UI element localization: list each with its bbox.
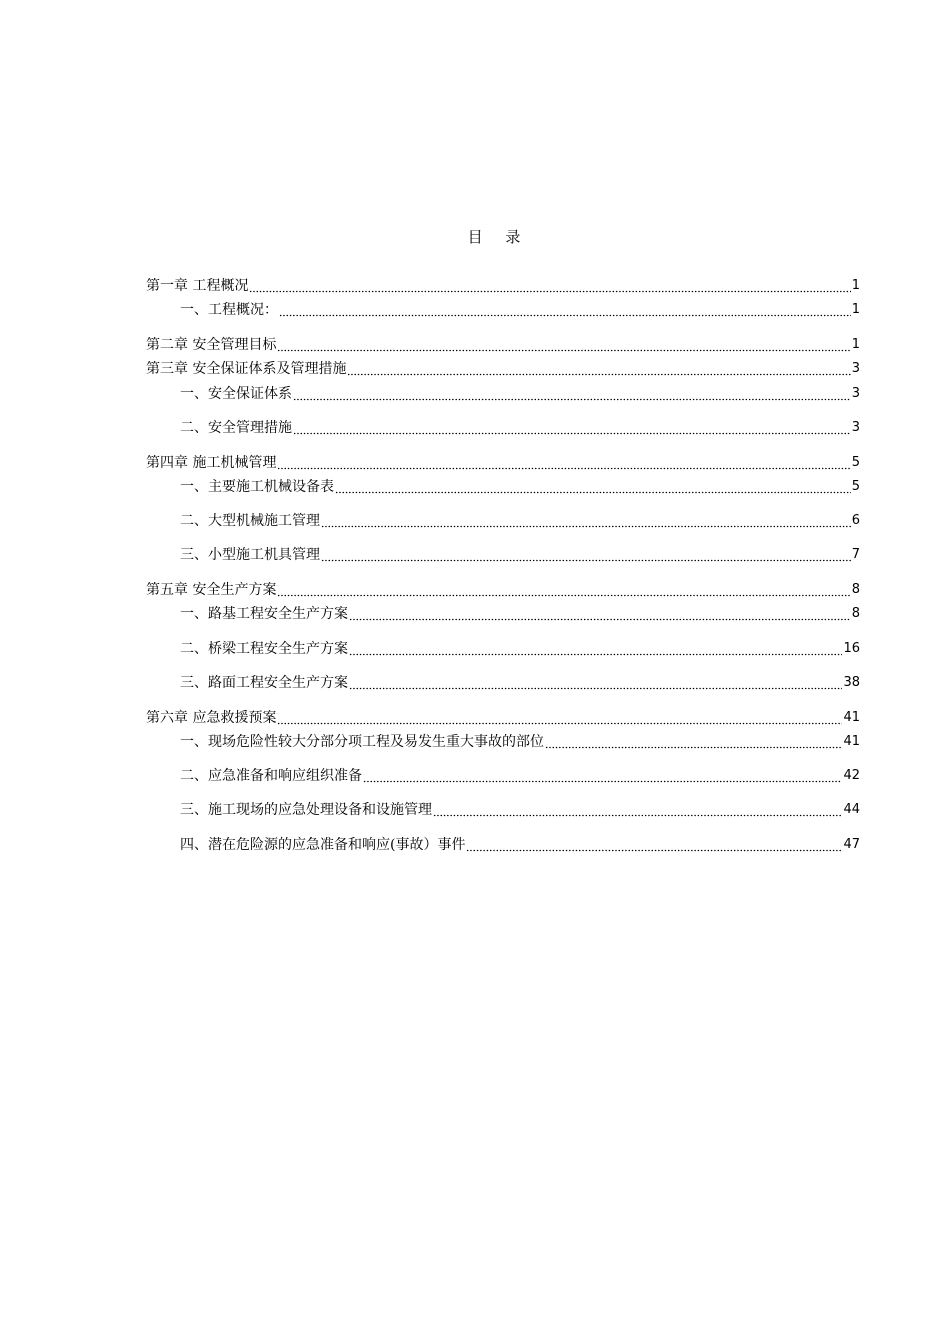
- toc-entry-section[interactable]: [180, 673, 860, 693]
- toc-entry-text: 二、大型机械施工管理: [180, 513, 320, 529]
- toc-entry-chapter-2[interactable]: [146, 335, 860, 355]
- toc-page-number: 42: [843, 768, 860, 783]
- toc-entry-text: 四、潜在危险源的应急准备和响应(事故）事件: [180, 837, 466, 853]
- toc-leader-dots: [277, 335, 850, 355]
- toc-leader-dots: [363, 766, 842, 786]
- toc-entry-text: 第一章 工程概况: [146, 278, 249, 294]
- toc-entry-text: 一、主要施工机械设备表: [180, 479, 334, 495]
- toc-page-number: 5: [851, 479, 860, 494]
- toc-leader-dots: [349, 673, 842, 693]
- toc-leader-dots: [349, 639, 842, 659]
- toc-entry-chapter-6[interactable]: [146, 708, 860, 728]
- toc-leader-dots: [335, 477, 851, 497]
- toc-entry-section[interactable]: [180, 732, 860, 752]
- toc-leader-dots: [347, 359, 850, 379]
- toc-leader-dots: [293, 384, 851, 404]
- toc-entry-text: 第六章 应急救援预案: [146, 710, 277, 726]
- toc-entry-chapter-5[interactable]: [146, 580, 860, 600]
- toc-entry-text: 二、应急准备和响应组织准备: [180, 768, 362, 784]
- toc-page-number: 3: [851, 420, 860, 435]
- toc-page-number: 7: [851, 547, 860, 562]
- toc-entry-section[interactable]: [180, 545, 860, 565]
- toc-leader-dots: [277, 453, 850, 473]
- toc-leader-dots: [277, 580, 850, 600]
- toc-entry-chapter-3[interactable]: [146, 359, 860, 379]
- toc-page-number: 1: [851, 302, 860, 317]
- toc-page-number: 44: [843, 802, 860, 817]
- toc-leader-dots: [433, 800, 842, 820]
- toc-page-number: 41: [843, 734, 860, 749]
- toc-entry-section[interactable]: [180, 511, 860, 531]
- toc-entry-text: 第三章 安全保证体系及管理措施: [146, 361, 347, 377]
- toc-entry-section[interactable]: [180, 800, 860, 820]
- toc-leader-dots: [545, 732, 842, 752]
- toc-page-number: 41: [843, 710, 860, 725]
- toc-entry-text: 三、施工现场的应急处理设备和设施管理: [180, 802, 432, 818]
- toc-entry-text: 二、安全管理措施: [180, 420, 292, 436]
- toc-leader-dots: [249, 276, 850, 296]
- toc-title: 目 录: [467, 228, 523, 246]
- toc-leader-dots: [349, 604, 851, 624]
- toc-page-number: 6: [851, 513, 860, 528]
- toc-page-number: 47: [843, 837, 860, 852]
- toc-leader-dots: [321, 545, 851, 565]
- toc-entry-section[interactable]: [180, 604, 860, 624]
- toc-entry-text: 二、桥梁工程安全生产方案: [180, 641, 348, 657]
- toc-entry-chapter-1[interactable]: [146, 276, 860, 296]
- toc-leader-dots: [321, 511, 851, 531]
- toc-page-number: 3: [851, 386, 860, 401]
- toc-page-number: 8: [851, 606, 860, 621]
- toc-entry-text: 第五章 安全生产方案: [146, 582, 277, 598]
- toc-entry-section[interactable]: [180, 766, 860, 786]
- toc-leader-dots: [466, 835, 842, 855]
- toc-entry-text: 一、现场危险性较大分部分项工程及易发生重大事故的部位: [180, 734, 544, 750]
- toc-page-number: 16: [843, 641, 860, 656]
- toc-entry-section[interactable]: [180, 835, 860, 855]
- toc-page-number: 8: [851, 582, 860, 597]
- toc-page-number: 1: [851, 337, 860, 352]
- toc-entry-text: 一、安全保证体系: [180, 386, 292, 402]
- toc-entry-section[interactable]: [180, 418, 860, 438]
- toc-entry-chapter-4[interactable]: [146, 453, 860, 473]
- toc-entry-section[interactable]: [180, 477, 860, 497]
- toc-entry-text: 第四章 施工机械管理: [146, 455, 277, 471]
- toc-entry-text: 三、路面工程安全生产方案: [180, 675, 348, 691]
- toc-page-number: 3: [851, 361, 860, 376]
- toc-entry-section[interactable]: [180, 384, 860, 404]
- toc-entry-text: 一、工程概况：: [180, 302, 278, 318]
- toc-entry-text: 三、小型施工机具管理: [180, 547, 320, 563]
- toc-leader-dots: [277, 708, 842, 728]
- toc-entry-text: 一、路基工程安全生产方案: [180, 606, 348, 622]
- toc-page-number: 5: [851, 455, 860, 470]
- toc-entry-section[interactable]: [180, 300, 860, 320]
- toc-entry-section[interactable]: [180, 639, 860, 659]
- toc-entry-text: 第二章 安全管理目标: [146, 337, 277, 353]
- toc-leader-dots: [293, 418, 851, 438]
- toc-page-number: 38: [843, 675, 860, 690]
- toc-page-number: 1: [851, 278, 860, 293]
- toc-leader-dots: [279, 300, 851, 320]
